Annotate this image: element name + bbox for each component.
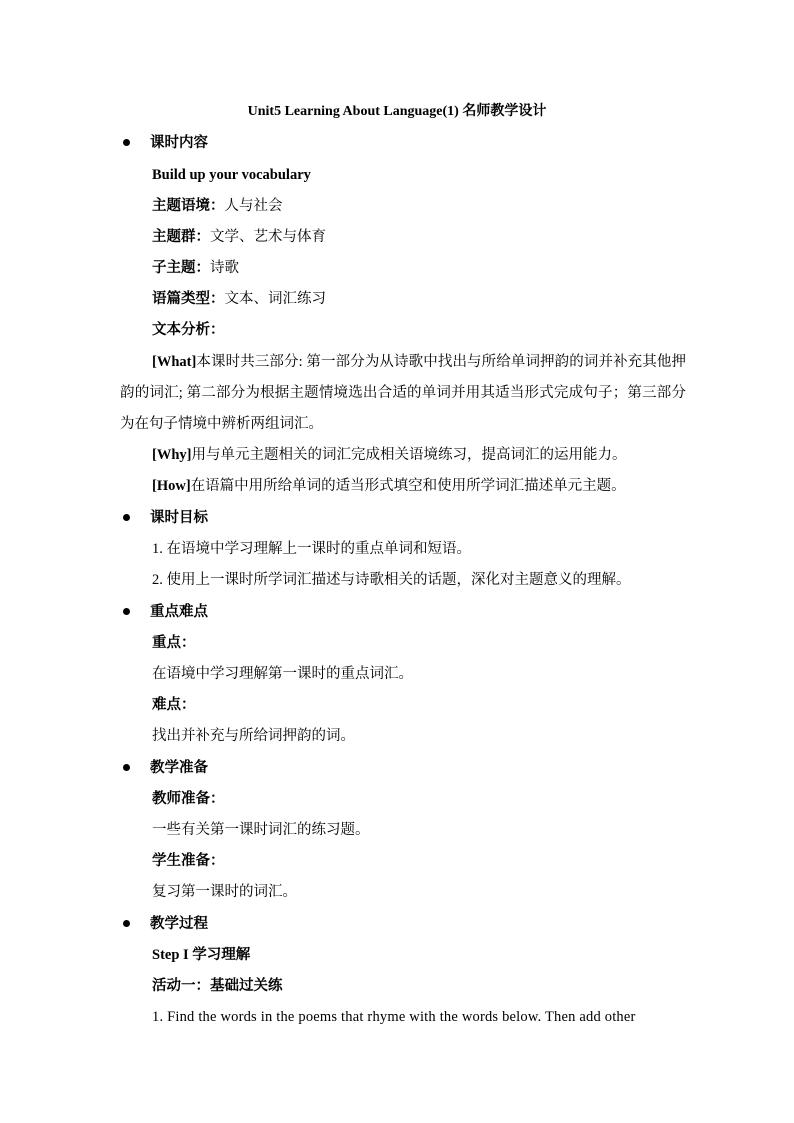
theme-context-label: 主题语境： bbox=[152, 198, 225, 214]
bullet-icon bbox=[123, 920, 130, 927]
section-heading-content: 课时内容 bbox=[150, 135, 208, 151]
section-heading-process: 教学过程 bbox=[150, 916, 208, 932]
text-type-value: 文本、词汇练习 bbox=[224, 291, 326, 307]
student-prep-label: 学生准备： bbox=[152, 853, 225, 869]
bullet-icon bbox=[123, 514, 130, 521]
teacher-prep-text: 一些有关第一课时词汇的练习题。 bbox=[152, 822, 370, 838]
theme-group-label: 主题群： bbox=[152, 229, 210, 245]
bullet-icon bbox=[123, 608, 130, 615]
subtheme-label: 子主题： bbox=[152, 260, 210, 276]
text-analysis-line bbox=[152, 320, 225, 340]
why-text: 用与单元主题相关的词汇完成相关语境练习，提高词汇的运用能力。 bbox=[191, 447, 627, 463]
section-heading-key-points: 重点难点 bbox=[150, 604, 208, 620]
theme-context-line bbox=[152, 196, 283, 216]
section-heading-goals: 课时目标 bbox=[150, 510, 208, 526]
text-type-label: 语篇类型： bbox=[152, 291, 225, 307]
bullet-icon bbox=[123, 139, 130, 146]
goal-item: 2. 使用上一课时所学词汇描述与诗歌相关的话题，深化对主题意义的理解。 bbox=[152, 572, 631, 588]
how-text: 在语篇中用所给单词的适当形式填空和使用所学词汇描述单元主题。 bbox=[190, 478, 626, 494]
what-tag: [What] bbox=[152, 354, 197, 370]
why-tag: [Why] bbox=[152, 447, 192, 463]
difficulty-text: 找出并补充与所给词押韵的词。 bbox=[152, 728, 355, 744]
task-text: 1. Find the words in the poems that rhyme with the words below. Then add other bbox=[152, 1009, 636, 1025]
key-label: 重点： bbox=[152, 635, 196, 651]
teacher-prep-label: 教师准备： bbox=[152, 791, 225, 807]
what-paragraph bbox=[120, 347, 686, 440]
subtheme-value: 诗歌 bbox=[210, 260, 239, 276]
text-type-line bbox=[152, 289, 326, 309]
theme-group-value: 文学、艺术与体育 bbox=[210, 229, 326, 245]
how-tag: [How] bbox=[152, 478, 191, 494]
section-heading-preparation: 教学准备 bbox=[150, 760, 208, 776]
student-prep-text: 复习第一课时的词汇。 bbox=[152, 884, 297, 900]
what-text: 本课时共三部分: 第一部分为从诗歌中找出与所给单词押韵的词并补充其他押韵的词汇; 第二部分为根据主题情境选出合适的单词并用其适当形式完成句子；第三部分为在句子情境中辨析两组词汇。 bbox=[120, 354, 686, 432]
text-analysis-label: 文本分析： bbox=[152, 322, 225, 338]
doc-title: Unit5 Learning About Language(1) 名师教学设计 bbox=[247, 104, 547, 119]
how-line bbox=[152, 476, 626, 496]
key-text: 在语境中学习理解第一课时的重点词汇。 bbox=[152, 666, 413, 682]
subtheme-line bbox=[152, 258, 239, 278]
activity-title: 活动一：基础过关练 bbox=[152, 978, 283, 994]
theme-group-line bbox=[152, 227, 326, 247]
why-line bbox=[152, 445, 626, 465]
lead-title: Build up your vocabulary bbox=[152, 167, 311, 183]
bullet-icon bbox=[123, 764, 130, 771]
difficulty-label: 难点： bbox=[152, 697, 196, 713]
goal-item: 1. 在语境中学习理解上一课时的重点单词和短语。 bbox=[152, 541, 471, 557]
step-title: Step I 学习理解 bbox=[152, 947, 251, 963]
theme-context-value: 人与社会 bbox=[224, 198, 283, 214]
